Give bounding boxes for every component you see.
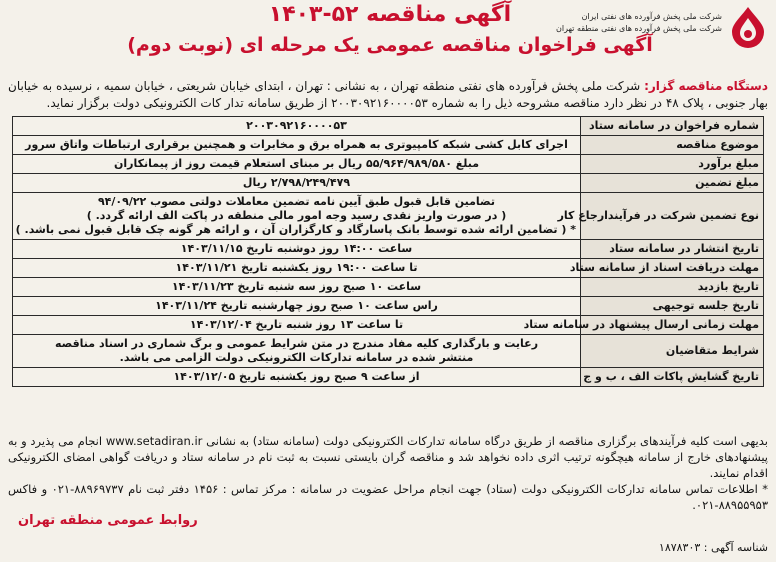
row-value: ساعت ۱۴:۰۰ روز دوشنبه تاریخ ۱۴۰۳/۱۱/۱۵ xyxy=(13,240,581,259)
table-row xyxy=(13,193,764,240)
table-row xyxy=(13,259,764,278)
row-label: نوع تضمین شرکت در فرآیندارجاع کار xyxy=(581,193,764,240)
row-value: ۲۰۰۳۰۹۲۱۶۰۰۰۰۵۳ xyxy=(13,117,581,136)
table-row xyxy=(13,117,764,136)
table-row xyxy=(13,297,764,316)
row-label: تاریخ گشایش پاکات الف ، ب و ج xyxy=(581,368,764,387)
table-row xyxy=(13,174,764,193)
row-label: شرایط متقاضیان xyxy=(581,335,764,368)
row-value-line: * ( تضامین ارائه شده توسط بانک پاسارگاد و کارگزاران آن ، و ارائه هر گونه چک قابل قبول نمی باشد. ) xyxy=(15,223,576,236)
table-row xyxy=(13,155,764,174)
row-value: تا ساعت ۱۳ روز شنبه تاریخ ۱۴۰۳/۱۲/۰۴ xyxy=(13,316,581,335)
table-row xyxy=(13,316,764,335)
row-label: شماره فراخوان در سامانه ستاد xyxy=(581,117,764,136)
row-label: تاریخ بازدید xyxy=(581,278,764,297)
row-value xyxy=(13,335,581,368)
intro-paragraph xyxy=(8,78,768,112)
row-value: راس ساعت ۱۰ صبح روز چهارشنبه تاریخ ۱۴۰۳/۱۱/۲۴ xyxy=(13,297,581,316)
row-value: تا ساعت ۱۹:۰۰ روز یکشنبه تاریخ ۱۴۰۳/۱۱/۲۱ xyxy=(13,259,581,278)
footer-notes xyxy=(8,433,768,513)
intro-lead: دستگاه مناقصه گزار: xyxy=(644,79,768,93)
row-value-line: رعایت و بارگذاری کلیه مفاد مندرج در متن شرایط عمومی و برگ شماری در اسناد مناقصه xyxy=(54,337,539,350)
table-row xyxy=(13,368,764,387)
notice-header xyxy=(0,0,776,82)
row-label: مبلغ برآورد xyxy=(581,155,764,174)
intro-text: شرکت ملی پخش فرآورده های نفتی منطقه تهران ، به نشانی : تهران ، ابتدای خیابان شریعتی ، خیابان سمیه ، نرسیده به خیابان بهار جنوبی ، پلاک ۴۸ در نظر دارد مناقصه مشروحه ذیل را به شماره ۲۰۰۳۰۹۲۱۶۰۰۰۰۵۳ از طریق سامانه تدار کات الکترونیکی دولت برگزار نماید. xyxy=(8,79,768,110)
notice-subtitle: آگهی فراخوان مناقصه عمومی یک مرحله ای (نوبت دوم) xyxy=(127,34,653,56)
footer-paragraph: بدیهی است کلیه فرآیندهای برگزاری مناقصه از طریق درگاه سامانه تدارکات الکترونیکی دولت (سامانه ستاد) به نشانی www.setadiran.ir انجام می پذیرد و به پیشنهادهای خارج از سامانه هیچگونه ترتیب اثری داده نخواهد شد و مناقصه گران بایستی نسبت به ثبت نام در سامانه ستاد و دریافت گواهی امضای الکترونیکی اقدام نمایند. xyxy=(8,434,768,480)
row-value: ساعت ۱۰ صبح روز سه شنبه تاریخ ۱۴۰۳/۱۱/۲۳ xyxy=(13,278,581,297)
table-row xyxy=(13,240,764,259)
row-value xyxy=(13,193,581,240)
row-label: موضوع مناقصه xyxy=(581,136,764,155)
row-label: مبلغ تضمین xyxy=(581,174,764,193)
row-label: مهلت دریافت اسناد از سامانه ستاد xyxy=(581,259,764,278)
logo-text-line1: شرکت ملی پخش فرآورده های نفتی ایران xyxy=(581,12,722,21)
row-value-line: منتشر شده در سامانه تدارکات الکترونیکی دولت الزامی می باشد. xyxy=(119,351,474,364)
company-logo xyxy=(555,4,770,60)
table-row xyxy=(13,278,764,297)
flame-drop-icon xyxy=(726,4,770,48)
table-row xyxy=(13,136,764,155)
row-value: از ساعت ۹ صبح روز یکشنبه تاریخ ۱۴۰۳/۱۲/۰۵ xyxy=(13,368,581,387)
footer-contact: * اطلاعات تماس سامانه تدارکات الکترونیکی دولت (ستاد) جهت انجام مراحل عضویت در سامانه : مرکز تماس : ۱۴۵۶ دفتر ثبت نام ۸۸۹۶۹۷۳۷-۰۲۱ و فاکس ۸۸۹۵۵۹۵۳-۰۲۱. xyxy=(8,482,768,512)
signature: روابط عمومی منطقه تهران xyxy=(18,513,198,528)
row-label: مهلت زمانی ارسال پیشنهاد در سامانه ستاد xyxy=(581,316,764,335)
logo-text-line2: شرکت ملی پخش فرآورده های نفتی منطقه تهران xyxy=(555,24,722,33)
notice-title: آگهی مناقصه ۵۲-۱۴۰۳ xyxy=(268,2,512,27)
row-value: ۲/۷۹۸/۲۴۹/۴۷۹ ریال xyxy=(13,174,581,193)
row-value: اجرای کابل کشی شبکه کامپیوتری به همراه برق و مخابرات و همچنین برقراری ارتباطات واتاق سرور xyxy=(13,136,581,155)
row-value-line: ( در صورت واریز نقدی رسید وجه امور مالی منطقه در پاکت الف ارائه گردد. ) xyxy=(86,209,507,222)
row-value: مبلغ ۵۵/۹۶۴/۹۸۹/۵۸۰ ریال بر مبنای استعلام قیمت روز از پیمانکاران xyxy=(13,155,581,174)
table-row xyxy=(13,335,764,368)
row-value-line: تضامین قابل قبول طبق آیین نامه تضمین معاملات دولتی مصوب ۹۴/۰۹/۲۲ xyxy=(97,195,496,208)
ad-number: شناسه آگهی : ۱۸۷۸۳۰۳ xyxy=(658,541,768,554)
row-label: تاریخ انتشار در سامانه ستاد xyxy=(581,240,764,259)
row-label: تاریخ جلسه توجیهی xyxy=(581,297,764,316)
tender-details-table xyxy=(12,116,764,387)
